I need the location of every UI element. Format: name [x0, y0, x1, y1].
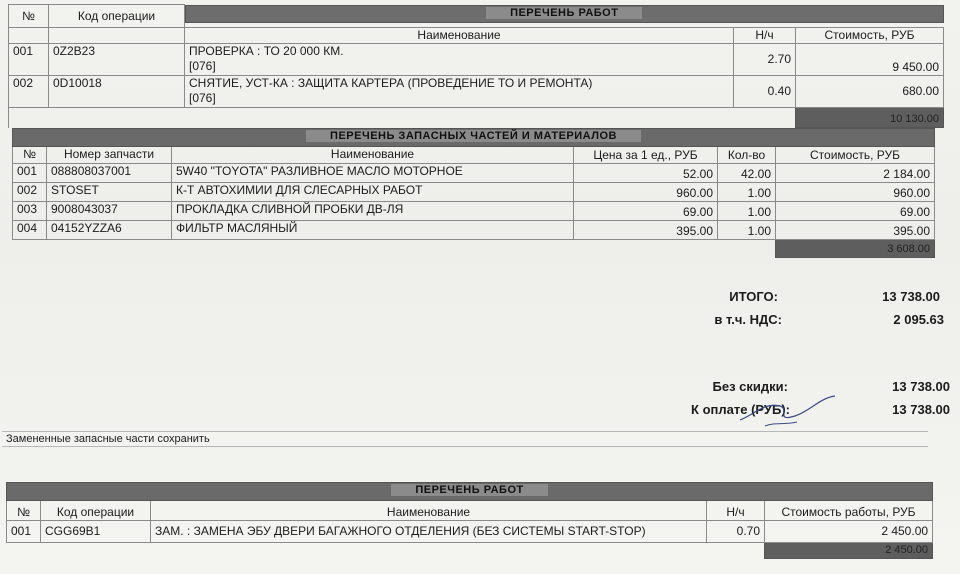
- works-table: [8, 4, 944, 128]
- vat-value: 2 095.63: [893, 312, 944, 327]
- pay-label: К оплате (РУБ):: [691, 402, 790, 417]
- col-code-header: Код операции: [49, 5, 185, 28]
- works2-table: ПЕРЕЧЕНЬ РАБОТ № Код операции Наименование Н/ч Стоимость работы, РУБ 001 CGG69B1 ЗАМ. : ЗАМЕНА ЭБУ ДВЕРИ БАГАЖНОГО ОТДЕЛЕНИЯ (БЕЗ СИСТЕМЫ START-STOP) 0.70 2 450.00 2 450.00: [6, 482, 933, 559]
- col-cost-header: Стоимость, РУБ: [796, 28, 944, 44]
- note-text: Замененные запасные части сохранить: [2, 431, 928, 447]
- pay-value: 13 738.00: [892, 402, 950, 417]
- table-row: 003 9008043037 ПРОКЛАДКА СЛИВНОЙ ПРОБКИ ДВ-ЛЯ 69.00 1.00 69.00: [13, 202, 935, 221]
- works2-title: ПЕРЕЧЕНЬ РАБОТ: [7, 483, 933, 501]
- table-row: 004 04152YZZA6 ФИЛЬТР МАСЛЯНЫЙ 395.00 1.00 395.00: [13, 221, 935, 240]
- parts-total: 3 608.00: [776, 240, 935, 258]
- signature-mark: [735, 392, 845, 432]
- table-row: 002 0D10018 СНЯТИЕ, УСТ-КА : ЗАЩИТА КАРТЕРА (ПРОВЕДЕНИЕ ТО И РЕМОНТА) [076] 0.40 680.00: [9, 76, 944, 108]
- col-no-header: №: [9, 5, 49, 28]
- parts-table: ПЕРЕЧЕНЬ ЗАПАСНЫХ ЧАСТЕЙ И МАТЕРИАЛОВ № Номер запчасти Наименование Цена за 1 ед., РУБ Кол-во Стоимость, РУБ 001 088808037001 5W40 "TOYOTA" РАЗЛИВНОЕ МАСЛО МОТОРНОЕ 52.00 42.00 2 184.00 002 STOSET К-Т АВТОХИМИИ ДЛЯ СЛЕСАРНЫХ РАБОТ 960.00 1.00 960.00 003 9008043037 ПРОКЛАДКА СЛИВНОЙ ПРОБКИ ДВ-ЛЯ 69.00 1.00 69.00 004 04152YZZA6 ФИЛЬТР МАСЛЯНЫЙ 395.00 1.00 395.00 3 608.00: [12, 128, 935, 258]
- total-value: 13 738.00: [882, 289, 940, 304]
- vat-label: в т.ч. НДС:: [714, 312, 782, 327]
- table-row: 001 088808037001 5W40 "TOYOTA" РАЗЛИВНОЕ МАСЛО МОТОРНОЕ 52.00 42.00 2 184.00: [13, 164, 935, 183]
- total-label: ИТОГО:: [729, 289, 778, 304]
- nodisc-value: 13 738.00: [892, 379, 950, 394]
- nodisc-label: Без скидки:: [712, 379, 788, 394]
- table-row: 002 STOSET К-Т АВТОХИМИИ ДЛЯ СЛЕСАРНЫХ РАБОТ 960.00 1.00 960.00: [13, 183, 935, 202]
- col-hours-header: Н/ч: [734, 28, 796, 44]
- table-row: 001 0Z2B23 ПРОВЕРКА : ТО 20 000 КМ. [076] 2.70 9 450.00: [9, 44, 944, 76]
- works-title: ПЕРЕЧЕНЬ РАБОТ: [185, 5, 944, 23]
- parts-title: ПЕРЕЧЕНЬ ЗАПАСНЫХ ЧАСТЕЙ И МАТЕРИАЛОВ: [13, 129, 935, 147]
- table-row: 001 CGG69B1 ЗАМ. : ЗАМЕНА ЭБУ ДВЕРИ БАГАЖНОГО ОТДЕЛЕНИЯ (БЕЗ СИСТЕМЫ START-STOP) 0.70 2 450.00: [7, 521, 933, 543]
- works-total: 10 130.00: [796, 108, 944, 128]
- works2-total: 2 450.00: [765, 543, 933, 559]
- col-name-header: Наименование: [185, 28, 734, 44]
